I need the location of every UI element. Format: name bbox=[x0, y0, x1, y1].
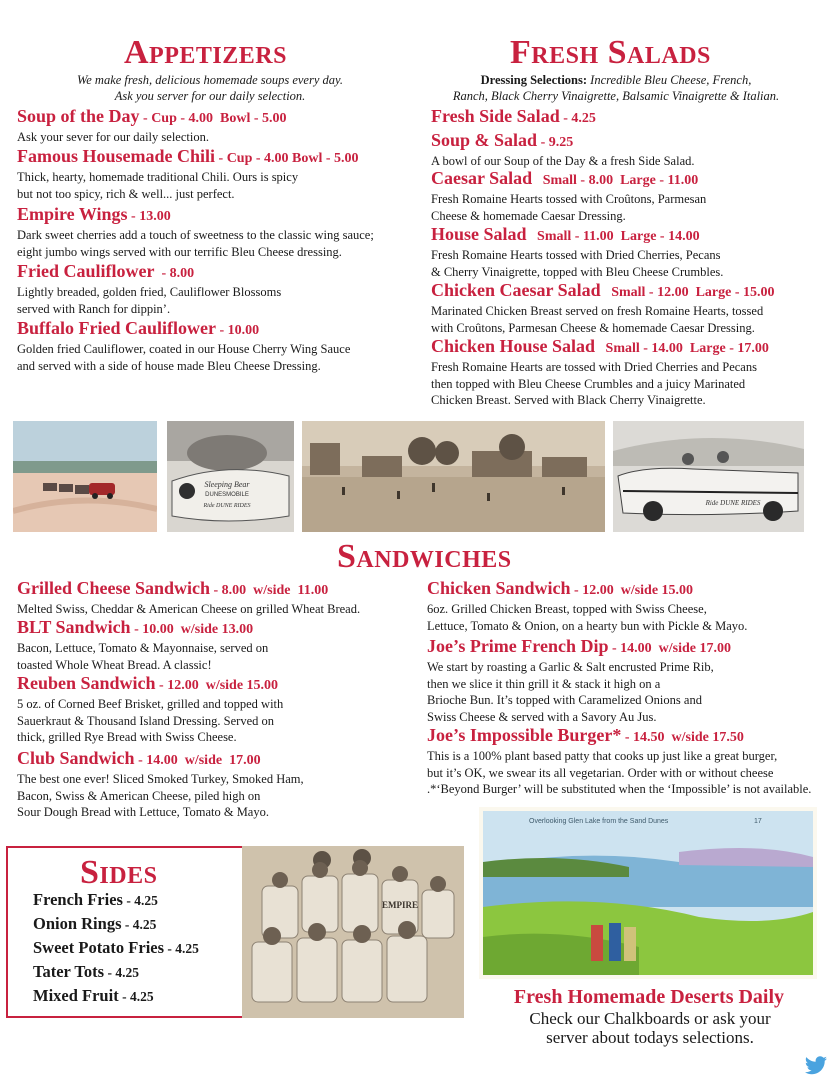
sandwich-item-description: but it’s OK, we swear its all vegetarian. Order with or without cheese bbox=[427, 765, 774, 780]
sandwich-item bbox=[427, 636, 822, 725]
sandwich-item-description: Swiss Cheese & served with a Savory Au Jus. bbox=[427, 709, 657, 724]
side-item bbox=[33, 890, 158, 910]
appetizer-item-description: eight jumbo wings served with our terrific Bleu Cheese dressing. bbox=[17, 244, 342, 259]
sandwich-item-description: Melted Swiss, Cheddar & American Cheese on grilled Wheat Bread. bbox=[17, 602, 361, 616]
salad-item-description: & Cherry Vinaigrette, topped with Bleu Cheese Crumbles. bbox=[431, 264, 724, 279]
sandwich-item-description: 6oz. Grilled Chicken Breast, topped with Swiss Cheese, bbox=[427, 602, 707, 616]
dressing-line2: Ranch, Black Cherry Vinaigrette, Balsamic Vinaigrette & Italian. bbox=[452, 89, 780, 103]
salad-item-price: Small - 12.00 Large - 15.00 bbox=[600, 285, 775, 300]
salad-item-description: Fresh Romaine Hearts are tossed with Dried Cherries and Pecans bbox=[431, 360, 757, 374]
appetizer-item-description: Thick, hearty, homemade traditional Chili. Ours is spicy bbox=[17, 170, 299, 184]
sandwich-item-description: then we slice it thin grill it & stack it high on a bbox=[427, 676, 661, 691]
salad-item-description: Chicken Breast. Served with Black Cherry Vinaigrette. bbox=[431, 393, 706, 407]
sides-title: Sides bbox=[80, 854, 158, 891]
appetizer-item-description: Golden fried Cauliflower, coated in our House Cherry Wing Sauce bbox=[17, 342, 351, 356]
appetizer-item-name: Soup of the Day bbox=[17, 106, 140, 126]
sandwich-item-description: Brioche Bun. It’s topped with Caramelized Onions and bbox=[427, 693, 702, 707]
postcard-number: 17 bbox=[754, 818, 762, 825]
side-item bbox=[33, 986, 154, 1006]
appetizer-item-price: - 10.00 bbox=[215, 323, 260, 338]
appetizer-item-price: - 8.00 bbox=[154, 266, 195, 281]
appetizer-item bbox=[17, 204, 417, 260]
sandwich-item-description: toasted Whole Wheat Bread. A classic! bbox=[17, 657, 212, 672]
appetizer-item-price: - Cup - 4.00 Bowl - 5.00 bbox=[215, 151, 359, 166]
sandwich-item-name: Grilled Cheese Sandwich bbox=[17, 578, 211, 598]
appetizer-item-description: Ask your sever for our daily selection. bbox=[17, 130, 209, 144]
sandwich-item bbox=[17, 748, 417, 821]
sandwich-item bbox=[17, 578, 417, 618]
sandwich-item-price: - 14.00 w/side 17.00 bbox=[134, 753, 261, 768]
sandwich-item bbox=[427, 725, 822, 798]
sandwich-item-description: This is a 100% plant based patty that cooks up just like a great burger, bbox=[427, 749, 778, 763]
sandwich-item bbox=[427, 578, 822, 634]
appetizers-intro-line1: We make fresh, delicious homemade soups every day. bbox=[76, 73, 344, 87]
sandwich-item-description: Lettuce, Tomato & Onion, on a hearty bun with Pickle & Mayo. bbox=[427, 618, 748, 633]
dunesmobile-sign: Sleeping Bear bbox=[204, 480, 250, 489]
photo-dunesmobile bbox=[167, 421, 294, 532]
salad-item-price: - 4.25 bbox=[559, 111, 596, 126]
sandwich-item-description: 5 oz. of Corned Beef Brisket, grilled and topped with bbox=[17, 697, 284, 711]
salad-item-description: Fresh Romaine Hearts tossed with Croûtons, Parmesan bbox=[431, 192, 707, 206]
dressing-selections bbox=[428, 72, 804, 104]
salad-item-price: - 9.25 bbox=[537, 135, 574, 150]
side-item bbox=[33, 914, 156, 934]
appetizer-item-description: served with Ranch for dippin’. bbox=[17, 301, 171, 316]
dune-ride-sign: Ride DUNE RIDES bbox=[705, 499, 761, 507]
side-item-name: Onion Rings bbox=[33, 914, 122, 933]
sandwich-item-price: - 14.00 w/side 17.00 bbox=[608, 641, 731, 656]
salad-item-description: then topped with Bleu Cheese Crumbles and a juicy Marinated bbox=[431, 376, 746, 391]
dunesmobile-sign2: DUNESMOBILE bbox=[205, 492, 249, 498]
sandwich-item-description: Bacon, Lettuce, Tomato & Mayonnaise, served on bbox=[17, 641, 269, 655]
appetizer-item-description: but not too spicy, rich & well... just perfect. bbox=[17, 186, 235, 201]
sandwich-item-name: BLT Sandwich bbox=[17, 617, 131, 637]
deserts-subtitle bbox=[490, 1009, 810, 1047]
appetizer-item-price: - Cup - 4.00 Bowl - 5.00 bbox=[139, 111, 287, 126]
salad-item-name: Chicken Caesar Salad bbox=[431, 280, 601, 300]
appetizer-item bbox=[17, 106, 417, 146]
dressing-label: Dressing Selections: bbox=[480, 73, 588, 87]
appetizer-item-name: Buffalo Fried Cauliflower bbox=[17, 318, 216, 338]
sandwich-item-price: - 14.50 w/side 17.50 bbox=[621, 730, 744, 745]
side-item-price: - 4.25 bbox=[121, 917, 157, 932]
salad-item-description: with Croûtons, Parmesan Cheese & homemade Caesar Dressing. bbox=[431, 320, 755, 335]
appetizers-title: Appetizers bbox=[124, 34, 287, 71]
sandwich-item-price: - 8.00 w/side 11.00 bbox=[210, 583, 329, 598]
sandwich-item-description: .*‘Beyond Burger’ will be substituted when the ‘Impossible’ is not available. bbox=[427, 782, 812, 796]
deserts-title: Fresh Homemade Deserts Daily bbox=[513, 986, 785, 1008]
salads-title: Fresh Salads bbox=[510, 34, 711, 71]
sandwich-item-name: Joe’s Prime French Dip bbox=[427, 636, 609, 656]
appetizer-item-description: Dark sweet cherries add a touch of sweetness to the classic wing sauce; bbox=[17, 228, 374, 242]
sandwich-item bbox=[17, 673, 417, 746]
salad-item bbox=[431, 130, 821, 170]
sandwich-item-description: Sour Dough Bread with Lettuce, Tomato & Mayo. bbox=[17, 805, 269, 819]
salad-item bbox=[431, 168, 821, 224]
appetizer-item bbox=[17, 261, 417, 317]
photo-dune-ride-car bbox=[613, 421, 804, 532]
dunesmobile-sign3: Ride DUNE RIDES bbox=[203, 503, 251, 509]
photo-baseball-field bbox=[302, 421, 605, 532]
sides-box bbox=[6, 846, 464, 1018]
sandwiches-title: Sandwiches bbox=[337, 538, 512, 575]
side-item-name: Tater Tots bbox=[33, 962, 105, 981]
photo-baseball-team bbox=[242, 846, 464, 1018]
sandwich-item-description: thick, grilled Rye Bread with Swiss Cheese. bbox=[17, 730, 237, 744]
side-item-name: French Fries bbox=[33, 890, 123, 909]
dressing-line1: Incredible Bleu Cheese, French, bbox=[587, 73, 752, 87]
sandwich-item-price: - 10.00 w/side 13.00 bbox=[130, 622, 254, 637]
salad-item bbox=[431, 224, 821, 280]
salad-item-price: Small - 14.00 Large - 17.00 bbox=[595, 341, 769, 356]
appetizer-item-name: Famous Housemade Chili bbox=[17, 146, 216, 166]
appetizers-intro-line2: Ask you server for our daily selection. bbox=[114, 89, 306, 103]
deserts-line1: Check our Chalkboards or ask your bbox=[529, 1009, 771, 1028]
salad-item-description: Fresh Romaine Hearts tossed with Dried Cherries, Pecans bbox=[431, 248, 721, 262]
salad-item-price: Small - 11.00 Large - 14.00 bbox=[526, 229, 700, 244]
photo-beach-cars bbox=[13, 421, 157, 532]
side-item bbox=[33, 962, 139, 982]
sandwich-item-price: - 12.00 w/side 15.00 bbox=[570, 583, 694, 598]
appetizer-item-description: Lightly breaded, golden fried, Cauliflower Blossoms bbox=[17, 285, 282, 299]
side-item bbox=[33, 938, 199, 958]
salad-item bbox=[431, 336, 821, 409]
side-item-price: - 4.25 bbox=[104, 965, 139, 980]
appetizer-item bbox=[17, 318, 417, 374]
sandwich-item-name: Joe’s Impossible Burger* bbox=[427, 725, 622, 745]
sandwich-item-description: We start by roasting a Garlic & Salt encrusted Prime Rib, bbox=[427, 660, 714, 674]
postcard-caption: Overlooking Glen Lake from the Sand Dunes bbox=[529, 818, 669, 825]
salad-item-name: Caesar Salad bbox=[431, 168, 533, 188]
salad-item-name: Soup & Salad bbox=[431, 130, 538, 150]
sandwich-item-name: Reuben Sandwich bbox=[17, 673, 156, 693]
side-item-price: - 4.25 bbox=[164, 941, 199, 956]
sandwich-item bbox=[17, 617, 417, 673]
side-item-price: - 4.25 bbox=[122, 893, 158, 908]
salad-item bbox=[431, 280, 821, 336]
side-item-price: - 4.25 bbox=[118, 989, 154, 1004]
sandwich-item-price: - 12.00 w/side 15.00 bbox=[155, 678, 279, 693]
salad-item-name: Chicken House Salad bbox=[431, 336, 596, 356]
appetizers-intro bbox=[40, 72, 380, 104]
appetizer-item-price: - 13.00 bbox=[127, 209, 171, 224]
appetizer-item-name: Empire Wings bbox=[17, 204, 128, 224]
sandwich-item-name: Club Sandwich bbox=[17, 748, 135, 768]
salad-item bbox=[431, 106, 821, 129]
salad-item-price: Small - 8.00 Large - 11.00 bbox=[532, 173, 699, 188]
twitter-icon[interactable] bbox=[804, 1056, 828, 1076]
sandwich-item-description: The best one ever! Sliced Smoked Turkey, Smoked Ham, bbox=[17, 772, 304, 786]
jersey-text: EMPIRE bbox=[382, 900, 418, 910]
salad-item-name: House Salad bbox=[431, 224, 527, 244]
sandwich-item-description: Bacon, Swiss & American Cheese, piled high on bbox=[17, 788, 261, 803]
salad-item-description: A bowl of our Soup of the Day & a fresh Side Salad. bbox=[431, 154, 695, 168]
appetizer-item-description: and served with a side of house made Bleu Cheese Dressing. bbox=[17, 358, 321, 373]
salad-item-description: Cheese & homemade Caesar Dressing. bbox=[431, 208, 626, 223]
side-item-name: Sweet Potato Fries bbox=[33, 938, 165, 957]
salad-item-name: Fresh Side Salad bbox=[431, 106, 560, 126]
sandwich-item-name: Chicken Sandwich bbox=[427, 578, 571, 598]
side-item-name: Mixed Fruit bbox=[33, 986, 119, 1005]
salad-item-description: Marinated Chicken Breast served on fresh Romaine Hearts, tossed bbox=[431, 304, 764, 318]
sandwich-item-description: Sauerkraut & Thousand Island Dressing. Served on bbox=[17, 713, 275, 728]
appetizer-item-name: Fried Cauliflower bbox=[17, 261, 155, 281]
appetizer-item bbox=[17, 146, 417, 202]
photo-glen-lake-postcard bbox=[479, 807, 817, 979]
deserts-line2: server about todays selections. bbox=[546, 1028, 754, 1047]
